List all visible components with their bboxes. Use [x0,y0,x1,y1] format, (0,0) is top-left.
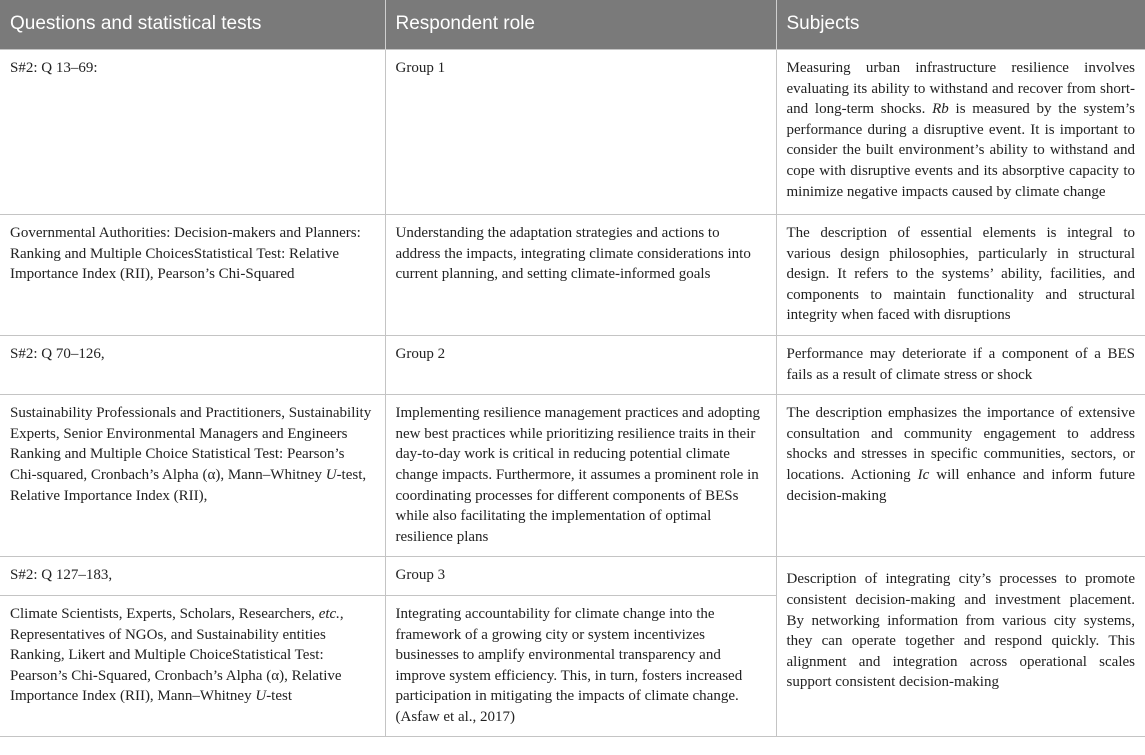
role-cell: Group 2 [385,335,776,394]
column-header-questions: Questions and statistical tests [0,0,385,50]
subject-cell: Performance may deteriorate if a component of a BES fails as a result of climate stress or shock [776,335,1145,394]
role-cell: Implementing resilience management practices and adopting new best practices while prioritizing resilience traits in their day-to-day work is critical in reducing potential climate change impacts. Furthermore, it assumes a prominent role in coordinating processes for different components of BESs while also facilitating the implementation of optimal resilience plans [385,395,776,557]
subject-text: Measuring urban infrastructure resilience involves evaluating its ability to withstand and recover from short- and long-term shocks. [786,60,1135,118]
questions-text: Climate Scientists, Experts, Scholars, Researchers, [10,605,319,622]
role-cell: Understanding the adaptation strategies and actions to address the impacts, integrating climate considerations into current planning, and setting climate-informed goals [385,215,776,336]
column-header-respondent-role: Respondent role [385,0,776,50]
table-row [0,335,1145,394]
subject-text: is measured by the system’s performance during a disruptive event. It is important to consider the built environment’s ability to withstand and cope with disruptive events and its absorptive capacity to minimize negative impacts caused by climate change [786,101,1135,200]
questions-text: , Representatives of NGOs, and Sustainability entities Ranking, Likert and Multiple ChoiceStatistical Test: Pearson’s Chi-Squared, Cronbach’s Alpha (α), Relative Importance Index (RII), Mann–Whitney [10,605,344,705]
subject-cell: Description of integrating city’s processes to promote consistent decision-making and investment placement. By networking information from various city systems, they can operate together and respond quickly. This alignment and integration across operational scales support consistent decision-making [776,557,1145,737]
questions-italic-term: U [325,466,337,483]
questions-italic-term: etc. [318,605,340,622]
table-row [0,557,1145,596]
questions-text: Sustainability Professionals and Practitioners, Sustainability Experts, Senior Environmental Managers and Engineers Ranking and Multiple Choice Statistical Test: Pearson’s Chi-squared, Cronbach’s Alpha (α), Mann–Whitney [10,405,372,483]
subject-italic-term: Ic [917,466,930,483]
subject-italic-term: Rb [932,101,949,118]
subject-cell [776,50,1145,215]
role-cell: Group 3 [385,557,776,596]
subject-cell [776,395,1145,557]
subject-text: The description emphasizes the importance of extensive consultation and community engagement to address shocks and stresses in specific communities, sectors, or locations. Actioning [786,405,1135,483]
table-header-row [0,0,1145,50]
role-cell: Group 1 [385,50,776,215]
subject-text: will enhance and inform future decision-making [786,466,1135,504]
questions-cell: S#2: Q 127–183, [0,557,385,596]
questions-cell: S#2: Q 70–126, [0,335,385,394]
table-row [0,215,1145,336]
questions-text: -test [266,688,293,705]
role-cell: Integrating accountability for climate change into the framework of a growing city or system incentivizes businesses to amplify environmental transparency and improve system efficiency. This, in turn, fosters increased participation in mitigating the impacts of climate change. (Asfaw et al., 2017) [385,595,776,737]
questions-text: -test, Relative Importance Index (RII), [10,466,367,504]
questions-cell [0,595,385,737]
questions-cell: Governmental Authorities: Decision-makers and Planners: Ranking and Multiple ChoicesStatistical Test: Relative Importance Index (RII), Pearson’s Chi-Squared [0,215,385,336]
column-header-subjects: Subjects [776,0,1145,50]
table-row [0,395,1145,557]
table-row [0,50,1145,215]
subject-cell: The description of essential elements is integral to various design philosophies, particularly in structural design. It refers to the systems’ ability, facilities, and components to maintain functionality and structural integrity when faced with disruptions [776,215,1145,336]
questions-cell: S#2: Q 13–69: [0,50,385,215]
questions-italic-term: U [255,688,267,705]
questions-cell [0,395,385,557]
